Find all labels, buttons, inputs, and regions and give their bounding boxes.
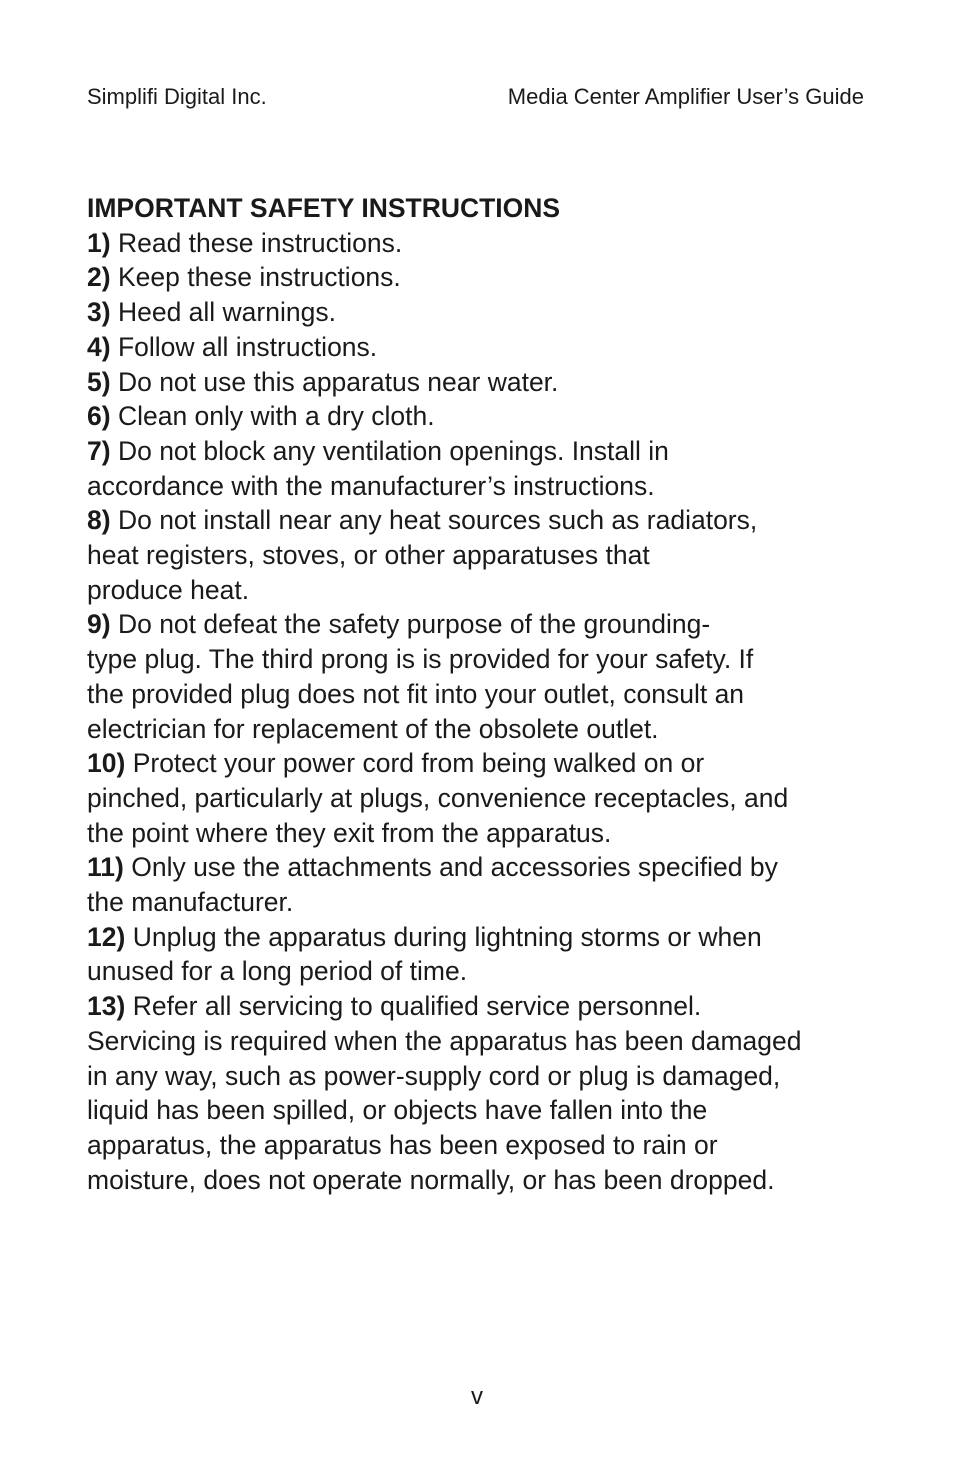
instruction-number: 6) <box>87 401 111 432</box>
instruction-text-line: in any way, such as power-supply cord or plug is damaged, <box>87 1060 781 1091</box>
instruction-text-line: Heed all warnings. <box>117 297 336 328</box>
instruction-text-line: Refer all servicing to qualified service personnel. <box>132 991 702 1022</box>
instruction-text-line: Do not use this apparatus near water. <box>117 366 559 397</box>
instruction-text-line: Clean only with a dry cloth. <box>117 401 435 432</box>
instruction-text-line: liquid has been spilled, or objects have fallen into the <box>87 1095 708 1126</box>
instruction-number: 7) <box>87 435 111 466</box>
instruction-item <box>87 365 877 400</box>
instruction-item <box>87 989 877 1197</box>
instruction-text-line: Read these instructions. <box>117 227 403 258</box>
instruction-item <box>87 503 877 607</box>
instruction-item <box>87 260 877 295</box>
section-title: IMPORTANT SAFETY INSTRUCTIONS <box>87 193 561 223</box>
instruction-number: 9) <box>87 609 111 640</box>
instruction-number: 3) <box>87 297 111 328</box>
instruction-text-line: electrician for replacement of the obsolete outlet. <box>87 713 659 744</box>
instruction-text-line: Only use the attachments and accessories specified by <box>131 852 778 883</box>
instruction-item <box>87 399 877 434</box>
instruction-text-line: Do not install near any heat sources such as radiators, <box>117 505 758 536</box>
instruction-list <box>87 226 877 1198</box>
header-company: Simplifi Digital Inc. <box>87 84 267 109</box>
safety-instructions-section <box>87 191 877 1197</box>
instruction-text-line: produce heat. <box>87 574 250 605</box>
instruction-number: 11) <box>87 852 124 883</box>
instruction-item <box>87 226 877 261</box>
instruction-text-line: moisture, does not operate normally, or has been dropped. <box>87 1164 775 1195</box>
instruction-text-line: apparatus, the apparatus has been exposed to rain or <box>87 1129 718 1160</box>
instruction-text-line: type plug. The third prong is is provided for your safety. If <box>87 644 754 675</box>
instruction-text-line: heat registers, stoves, or other apparatuses that <box>87 540 650 571</box>
instruction-text-line: Do not defeat the safety purpose of the grounding- <box>117 609 711 640</box>
page-number: v <box>471 1383 483 1410</box>
instruction-number: 5) <box>87 366 111 397</box>
instruction-item <box>87 434 877 503</box>
instruction-text-line: Servicing is required when the apparatus has been damaged <box>87 1025 802 1056</box>
instruction-text-line: Protect your power cord from being walked on or <box>132 748 705 779</box>
instruction-text-line: pinched, particularly at plugs, convenience receptacles, and <box>87 782 789 813</box>
instruction-text-line: Keep these instructions. <box>117 262 401 293</box>
instruction-text-line: accordance with the manufacturer’s instructions. <box>87 470 655 501</box>
instruction-number: 1) <box>87 227 111 258</box>
instruction-text-line: the provided plug does not fit into your outlet, consult an <box>87 678 745 709</box>
instruction-number: 8) <box>87 505 111 536</box>
instruction-number: 12) <box>87 921 126 952</box>
instruction-text-line: the point where they exit from the apparatus. <box>87 817 612 848</box>
instruction-number: 2) <box>87 262 111 293</box>
instruction-number: 13) <box>87 991 126 1022</box>
instruction-item <box>87 295 877 330</box>
instruction-item <box>87 330 877 365</box>
instruction-item <box>87 920 877 989</box>
instruction-text-line: Follow all instructions. <box>117 331 378 362</box>
instruction-item <box>87 607 877 746</box>
instruction-text-line: the manufacturer. <box>87 887 294 918</box>
header-guide-title: Media Center Amplifier User’s Guide <box>507 84 864 109</box>
instruction-text-line: Do not block any ventilation openings. Install in <box>117 435 669 466</box>
instruction-text-line: Unplug the apparatus during lightning storms or when <box>132 921 762 952</box>
instruction-number: 10) <box>87 748 126 779</box>
page-header <box>87 83 864 111</box>
instruction-text-line: unused for a long period of time. <box>87 956 468 987</box>
instruction-item <box>87 850 877 919</box>
instruction-item <box>87 746 877 850</box>
instruction-number: 4) <box>87 331 111 362</box>
